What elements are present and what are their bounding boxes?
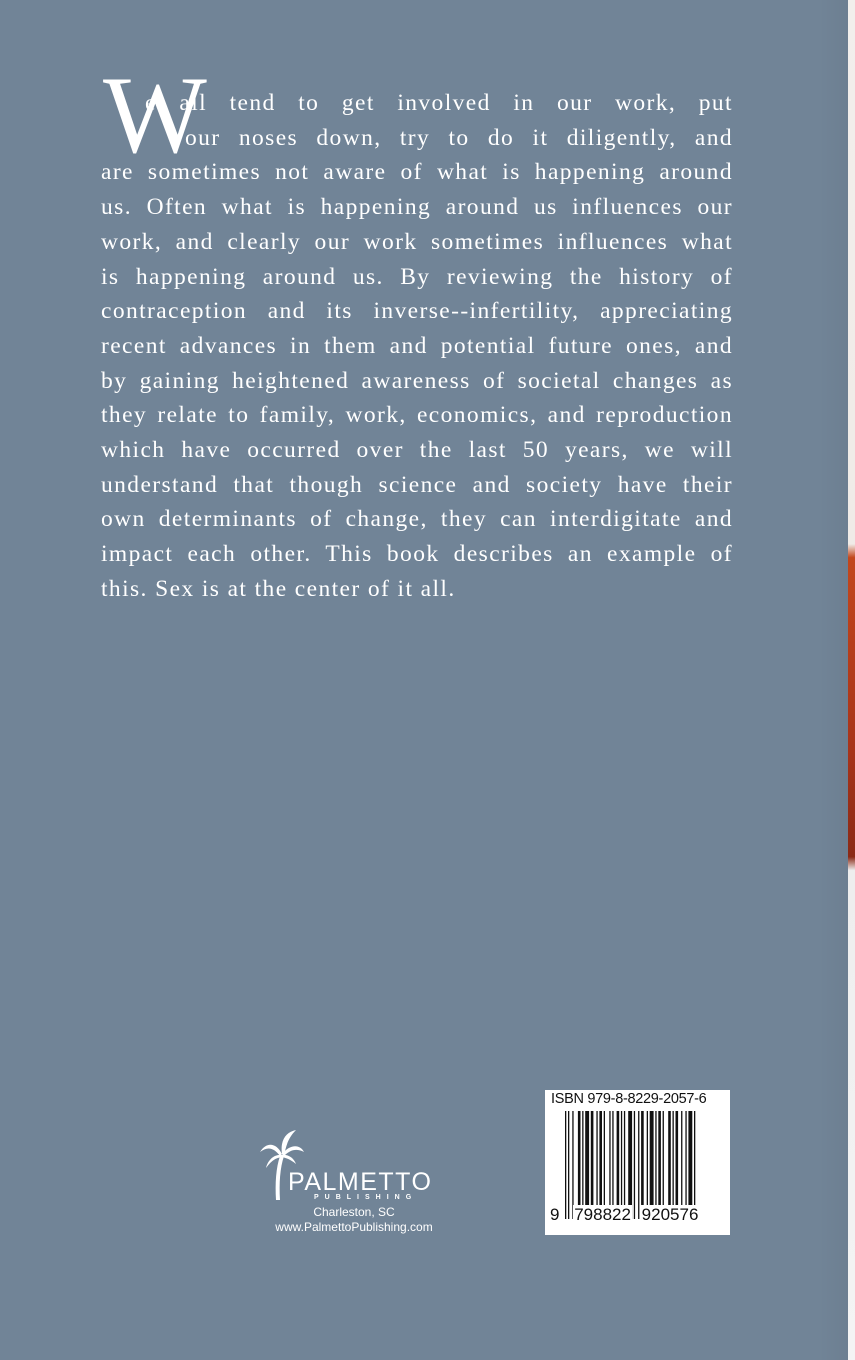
barcode-digits-right: 920576: [641, 1205, 699, 1224]
publisher-name: PALMETTO: [288, 1168, 433, 1196]
barcode-digit-first: 9: [550, 1205, 560, 1224]
barcode-bar: [668, 1111, 671, 1219]
barcode-bar: [688, 1111, 692, 1219]
barcode-bar: [572, 1111, 573, 1219]
drop-cap: W: [103, 54, 207, 176]
blurb-line: by gaining heightened awareness of societal changes as: [101, 367, 733, 394]
publisher-url: www.PalmettoPublishing.com: [275, 1220, 433, 1234]
barcode-bar: [694, 1111, 695, 1219]
barcode-bar: [673, 1111, 674, 1219]
barcode-bar: [647, 1111, 648, 1219]
barcode-bar: [655, 1111, 656, 1219]
blurb-line: is happening around us. By reviewing the history of: [101, 263, 733, 290]
blurb-text: [101, 86, 733, 607]
blurb-line: work, and clearly our work sometimes influences what: [101, 228, 733, 255]
blurb-line: understand that though science and society have their: [101, 471, 733, 498]
blurb-line: own determinants of change, they can interdigitate and: [101, 506, 733, 533]
blurb-line: our noses down, try to do it diligently, and: [185, 124, 733, 151]
blurb-line: contraception and its inverse--infertility, appreciating: [101, 298, 733, 325]
blurb-line: which have occurred over the last 50 years, we will: [101, 437, 733, 464]
blurb-line: recent advances in them and potential future ones, and: [101, 332, 733, 359]
barcode-bar: [599, 1111, 602, 1219]
isbn-label: ISBN 979-8-8229-2057-6: [551, 1091, 707, 1107]
barcode-bar: [568, 1111, 569, 1219]
barcode-digits: [549, 1205, 699, 1225]
barcode-bar: [585, 1111, 589, 1219]
barcode-bar: [641, 1111, 644, 1219]
page-edge: [848, 0, 855, 1360]
blurb-line: us. Often what is happening around us influences our: [101, 194, 733, 221]
barcode-digits-left: 798822: [574, 1205, 631, 1224]
blurb-line: they relate to family, work, economics, and reproduction: [101, 402, 733, 429]
barcode-bar: [676, 1111, 679, 1219]
barcode-bar: [685, 1111, 686, 1219]
isbn-barcode: [545, 1090, 730, 1235]
barcode-bar: [612, 1111, 613, 1219]
barcode-bar: [617, 1111, 620, 1219]
publisher-subtitle: PUBLISHING: [314, 1194, 418, 1201]
barcode-bar: [624, 1111, 625, 1219]
barcode-bar: [609, 1111, 610, 1219]
publisher-logo: [258, 1128, 458, 1238]
barcode-bar: [650, 1111, 654, 1219]
barcode-bar: [596, 1111, 597, 1219]
barcode-bar: [658, 1111, 661, 1219]
barcode-bar: [663, 1111, 664, 1219]
barcode-bar: [628, 1111, 632, 1219]
barcode-bar: [621, 1111, 622, 1219]
barcode-bar: [591, 1111, 594, 1219]
publisher-city: Charleston, SC: [313, 1205, 395, 1219]
barcode-bar: [582, 1111, 583, 1219]
blurb-line: this. Sex is at the center of it all.: [101, 575, 456, 602]
barcode-bar: [604, 1111, 605, 1219]
barcode-bar: [634, 1111, 635, 1219]
barcode-bar: [565, 1111, 566, 1219]
blurb-line: impact each other. This book describes an example of: [101, 541, 733, 568]
blurb-line: e all tend to get involved in our work, put: [145, 90, 733, 116]
barcode-bar: [681, 1111, 682, 1219]
barcode-bar: [578, 1111, 581, 1219]
barcode-bar: [638, 1111, 639, 1219]
blurb-line: are sometimes not aware of what is happening around: [101, 159, 733, 186]
